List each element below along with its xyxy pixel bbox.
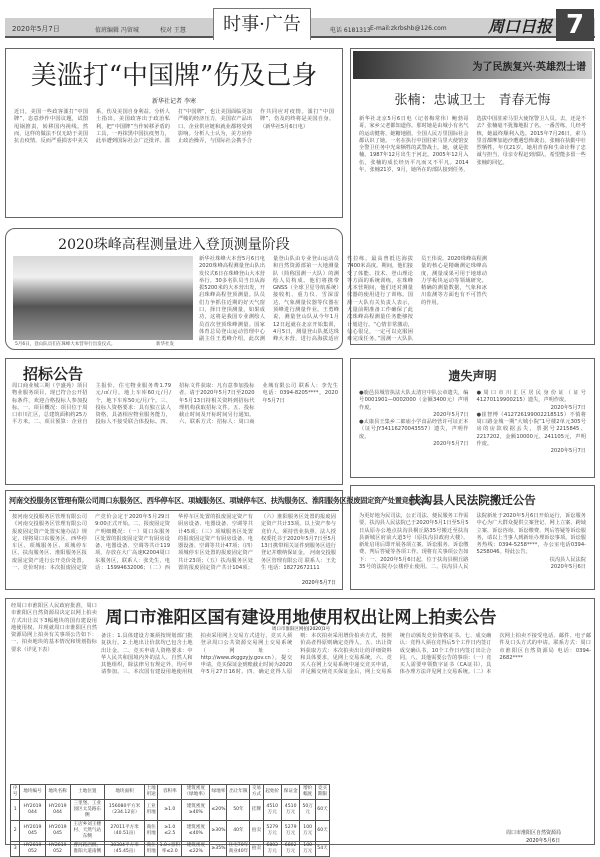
profile-body: 新华社北京5月6日电（记者梅常伟）鲍勃哥哥，家乡父老都知道你。那时她是由城小有名气的运动健将，她糖地剧，全国人民万里国际社会都认识了她。一名在执行中国驻索马里大使馆安全警卫任务中光荣牺牲的武警战士。她，就是张楠。1987年12月出生于河北。2005年12月入伍，张楠的成长经历平凡而又不平凡。2014年，张楠21岁，9月，她所在的部队接到任务，选拔中国驻索马里大使馆警卫人员。去，还是不去？张楠毫不犹豫地报了名。一番苦练，几经考核，她最终顺利入选。2015年7月26日，索马里首都摩加迪沙遭遇恐怖袭击，张楠在执勤中壮烈牺牲，年仅21岁。她用青春和生命诠释了忠诚与担当，母亲专程赶到部队，希望能多留一些张楠的回忆。 — [359, 116, 586, 174]
table-cell: 工业用地 — [145, 800, 158, 821]
table-cell: 1.0<容积率≤2.0 — [158, 842, 182, 857]
notice-body: 按河南交投服务区管理有限公司《河南交投服务区管理有限公司报废固定资产处置实施办法》规定，现将周口东服务区、西华停车区、项城服务区、项城停车区、扶沟服务区、淮阳服务区报废固定资产进行公开竞价处置。一、竞价时间：本次报废固定资产竞价会定于2020年5月29日9:00正式开始。二、报废固定资产明细概况：（一）周口东服务区处置的报废固定资产有厨房设备、电器设备、空调等共计119项，存放在大广高速K2004周口东服务区，联系人：张先生，电话：15994632006；（二）西华停车区处置的报废固定资产有厨房设备、电器设备、空调等共计45项；（三）项城服务区处置的报废固定资产有厨房设备、电器设备、空调等共计47项；（四）项城停车区处置的报废固定资产共计23项；（五）扶沟服务区处置的报废固定资产共计104项；（六）淮阳服务区处置的报废固定资产共计33项。以上资产参与竞价人，须持营业执照、法人授权委托书于2020年5月7日至5月13日携带相关证件到服务区进行登记并缴纳保证金。 河南交投服务区管理有限公司 联系人：王先生 电话：18272672111 — [12, 514, 336, 572]
banner-title: 为了民族复兴·英雄烈士谱 — [472, 62, 586, 73]
article-body: 近日，美国一些政客滥打“中国牌”，恣意炒作中国议题，试图甩锅推责，转移国内视线。然而，这样的做法不仅无助于美国抗击疫情，反而严重损害中美关系，伤及美国自身利益。分析人士指出，美国政客出于政治私利，把“中国牌”当作转移矛盾的工具，一再抹黑中国抗疫努力，此举遭到国际社会广泛批评。滥打“中国牌”，也让美国面临更加严峻的经济压力，美国农产品出口、企业供应链和就业都将受到影响。分析人士认为，美方应停止政治操弄，与国际社会携手合作共同应对疫情。滥打“中国牌”，伤及的终将是美国自身。（新华社5月6日电） — [14, 109, 334, 145]
table-cell: 挂牌 — [250, 800, 263, 821]
page-number: 7 — [556, 9, 594, 41]
tender-notice — [5, 358, 343, 485]
table-cell: 100万元 — [300, 842, 316, 857]
table-cell: 50年 — [227, 800, 250, 821]
proofreader: 校对 王慧 — [160, 27, 186, 34]
table-cell: 27011平方米（40.51亩） — [105, 821, 145, 842]
table-cell: ≥35% — [210, 842, 227, 857]
lost-item: ●崔智博（412726199002218515）不慎将周口路金城一期“大城小院”1号楼2单元305号房的房款收据丢失，票据号2215845、2217202，金额10000元、241105元，声明作废。 2020年5月7日 — [476, 411, 586, 455]
notice-number: 周口市淮阳区网拍[2020]1号 — [271, 627, 331, 632]
table-cell: 3 — [11, 842, 20, 857]
table-cell: 1 — [11, 800, 20, 821]
notice-body: 周口商业城三期（亨盛苑）项目物业服务项目，现已符合公开招标条件，欢迎合格投标人参加投标。一、项目概况：项目位于周口市川汇区，总建筑面积约25万平方米。二、项目预算：企业自主报价，住宅物业服务费1.79元/㎡/月，地上车库60元/月/个，地下车库50元/月/个。三、投标人资格要求：具有独立法人资格，具备相应物业服务能力，投标人不接受联合体投标。四、招标文件获取：凡有意参加投标者，请于2020年5月7日至2020年5月13日持相关资料到招标代理机构获取招标文件。五、投标截止时间及开标时间另行通知。六、联系方式：招标人：周口商业城有限公司 联系人：李先生 电话：0394-8205****。2020年5月7日 — [12, 383, 338, 426]
article-everest — [5, 228, 487, 350]
photo-credit: 新华社发 — [156, 342, 174, 347]
table-cell: 4510万元 — [281, 800, 299, 821]
table-cell: HY2019 052 — [20, 842, 45, 857]
editor: 值班编辑 冯留城 — [95, 27, 139, 34]
notice-title: 遗失声明 — [448, 369, 497, 383]
notice-title: 招标公告 — [22, 365, 83, 383]
land-parcel-table — [10, 784, 330, 857]
notice-title: 周口市淮阳区国有建设用地使用权出让网上拍卖公告 — [105, 608, 497, 628]
table-cell: HY2019 052 — [45, 842, 70, 857]
table-row — [11, 842, 330, 857]
table-cell: 王店乡刘王楼村、天然气站东侧 — [70, 821, 104, 842]
article-title: 美滥打“中国牌”伤及己身 — [30, 61, 318, 91]
notice-body: 为更好地为民司法，公正司法、便民服务工作需要，扶沟县人民法院已于2020年5月1日至5月5日从原办公地点扶沟县桐丘路35号搬迁至扶沟县新城区府前大道3号（原扶沟县政府大楼）。新址启用后即开展各项立案、诉讼服务、诉讼缴费、判后答疑等各项工作。现将有关事项公告如下：一、2020年5月6日起，位于扶沟县桐丘路35号的法院办公楼停止使用。二、扶沟县人民法院新址于2020年5月6日开始运行，诉讼服务中心为广大群众提供立案登记、网上立案、跨域立案、诉讼咨询、诉讼缴费、判后答疑等诉讼服务，请以上当事人到新址办理诉讼事项。诉讼服务热线：0394-5258****，办公室电话0394-5258046。特此公告。 扶沟县人民法院 2020年5月6日 — [359, 513, 586, 571]
notice-title: 河南交投服务区管理有限公司周口东服务区、西华停车区、项城服务区、项城停车区、扶沟服务区、淮阳服务区报废固定资产处置竞价公告 — [9, 496, 339, 511]
lost-item: ●鹿邑县城管执法大队太清宫中队公章遗失，编号0001901—0002000（金额3400元）声明作废。 2020年5月7日 — [359, 390, 469, 418]
court-relocation-notice — [350, 485, 595, 590]
lost-item: ●周口市川汇区居民身份证（证号41270119900215）遗失，声明作废。 2020年5月7日 — [476, 390, 586, 411]
table-cell: 4510万元 — [263, 800, 281, 821]
table-cell: 建筑密度≤22% — [182, 842, 210, 857]
expedition-photo — [13, 256, 193, 340]
issue-date: 2020年5月7日 — [12, 25, 60, 33]
lost-notices — [350, 358, 595, 478]
table-cell: ≥30% — [210, 821, 227, 842]
section-title: 时事·广告 — [213, 8, 311, 40]
notice-date: 2020年5月7日 — [301, 580, 336, 586]
table-cell: 商住用地 — [145, 842, 158, 857]
banner-image — [353, 51, 592, 79]
byline: 新华社记者 李寒 — [152, 98, 196, 105]
table-cell: 156080平方米（234.12亩） — [105, 800, 145, 821]
table-cell: 60天 — [316, 800, 330, 821]
article-title: 2020珠峰高程测量进入登顶测量阶段 — [58, 237, 290, 253]
notice-signature: 周口市淮阳区自然资源局 — [506, 830, 562, 836]
email: E-mail:zkrbshb@126.com — [370, 25, 447, 32]
table-cell: 住宅70年 商业40年 — [227, 842, 250, 857]
table-cell: 拍卖 — [250, 821, 263, 842]
table-cell: ≥1.0 — [158, 800, 182, 821]
phone: 电话 6181313 — [330, 27, 371, 34]
table-cell: 拍卖 — [250, 842, 263, 857]
table-cell: 建筑密度≥40% — [182, 800, 210, 821]
table-cell: 30304平方米（45.45亩） — [105, 842, 145, 857]
table-cell: ≥1.0 ≤2.5 — [158, 821, 182, 842]
table-cell: 2 — [11, 821, 20, 842]
article-body: 新华社珠峰大本营5月6日电 2020珠峰高程测量登山队出发仪式6日在珠峰登山大本营举行。30多名队员当日从海拔5200米的大本营出发，开启珠峰高程登顶测量。队员们力争抓住近期的好天气窗口，择日登顶测量，如果成功，这将是我国专业测绘人员首次登顶珠峰测量。国家体育总局登山运动管理中心副主任王勇峰介绍，此次测量登山队由专业登山运动员和自然资源部第一大地测量队（简称国测一大队）的测绘人员构成。他们将携带GNSS（全球卫星导航系统）接收机、重力仪、雪深雷达、气象测量仪器等仪器在顶峰进行测量作业。王勇峰说，测量登山队从今年1月12日起就在北京开始集训，4月5日，测量登山队抵达珠峰大本营，进行高海拔适应性拉练。最高曾抵达海拔7400米高度。期间，他们接受了体能、技术、登山理论等方面的系统训练，在珠峰大本营期间，他们还对测量仪器的使用进行了训练。国测一大队有关负责人表示，大量前期准备工作确保了此次珠峰高程测量任务能够按计划进行。“心情非常激动，信心很足，一定可以克服困难完成任务。”国测一大队队员王伟说。2020珠峰高程测量的核心是精确测定珠峰高度，测量成果可用于地球动力学板块运动等领域研究。精确的测量数据，气象和冰川监测等方面也有不可替代的作用。 — [199, 256, 487, 343]
table-cell: 建筑密度≤40% — [182, 821, 210, 842]
table-cell: 三里堡、工业园区太昊路东侧 — [70, 800, 104, 821]
table-cell: 6802万元 — [281, 842, 299, 857]
table-cell: 100万元 — [300, 821, 316, 842]
notice-body: 备注：1.具体建设方案须按规划部门批复执行。2.土地出让价款均已包含土地出让金。二、竞买申请人资格要求：中华人民共和国境内外的法人、自然人和其他组织，除法律另有规定外，均可申请参加。三、本次国有建设用地使用权拍卖采用网上交易方式进行，竞买人须登录周口公共资源交易网上交易系统（网址：http://www.zkggzyjy.gov.cn），提交申请。竞买保证金到账截止时间为2020年5月27日16时。四、确定竞得人原则：本次拍卖采用增价拍卖方式，按照价高者得原则确定竞得人。五、出让资料获取方式：本次拍卖出让的详细资料和具体要求，见网上交易系统。六、竞买人在网上交易系统中递交竞买申请，并足额交纳竞买保证金后，网上交易系统自动颁发竞价资格证书。七、成交确认：竞得人须在竞得后5个工作日内签订成交确认书，10个工作日内签订出让合同。八、其他需要公告的事项：（一）竞买人需要申领数字证书（CA证书），具体办理方法详见网上交易系统。（二）本次网上拍卖不接受电话、邮件、电子邮件及口头方式的申请。联系方式：周口市淮阳区自然资源局 电话：0394-2682**** — [101, 633, 591, 676]
table-cell: HY2019 044 — [20, 800, 45, 821]
article-us-china — [5, 48, 343, 218]
lost-list — [359, 390, 586, 480]
table-cell: 5279万元 — [263, 821, 281, 842]
asset-disposal-notice — [5, 490, 430, 590]
photo-caption: 5月6日，登山队员们在珠峰大本营举行出发仪式。 — [15, 342, 116, 347]
table-cell: 6802万元 — [263, 842, 281, 857]
notice-date: 2020年5月6日 — [526, 838, 561, 844]
lost-item: ●太康县王集乡二郎庙小学食品经营许可证正本（证号JY34116270043557）遗失，声明作废。 2020年5月7日 — [359, 419, 469, 448]
table-cell: HY2019 044 — [45, 800, 70, 821]
table-header: 序号 地块编号 地块名称 土地位置 地块面积 土地用途 容积率 建筑密度（绿地率） 绿地率 出让年限 交易方式 起始价 保证金 增价幅度 竞买期限 — [11, 785, 330, 800]
table-cell: 60天 — [316, 821, 330, 842]
table-row — [11, 800, 330, 821]
land-auction-notice — [5, 598, 595, 854]
table-cell: ≤20% — [210, 800, 227, 821]
newspaper-logo: 周口日报 — [488, 17, 553, 36]
table-cell: 50万元 — [300, 800, 316, 821]
table-cell: 54天 — [316, 842, 330, 857]
notice-title: 扶沟县人民法院搬迁公告 — [409, 493, 536, 507]
profile-title: 张楠：忠诚卫士 青春无悔 — [394, 93, 551, 108]
table-cell: 40年 — [227, 821, 250, 842]
table-cell: 商住用地 — [145, 821, 158, 842]
table-cell: HY2019 045 — [45, 821, 70, 842]
table-cell: HY2019 045 — [20, 821, 45, 842]
table-cell: 5279万元 — [281, 821, 299, 842]
notice-intro: 经周口市淮阳区人民政府批准，周口市淮阳区自然资源局决定以网上拍卖方式出让以下3幅地块的国有建设用地使用权，并现就周口市淮阳区自然资源局网上拍卖有关事项公告如下：一、拍卖地块的基本情况和规划指标要求（详见下表） — [11, 603, 97, 653]
table-row — [11, 821, 330, 842]
table-cell: 曹河路西侧、淮阳大道南侧 — [70, 842, 104, 857]
